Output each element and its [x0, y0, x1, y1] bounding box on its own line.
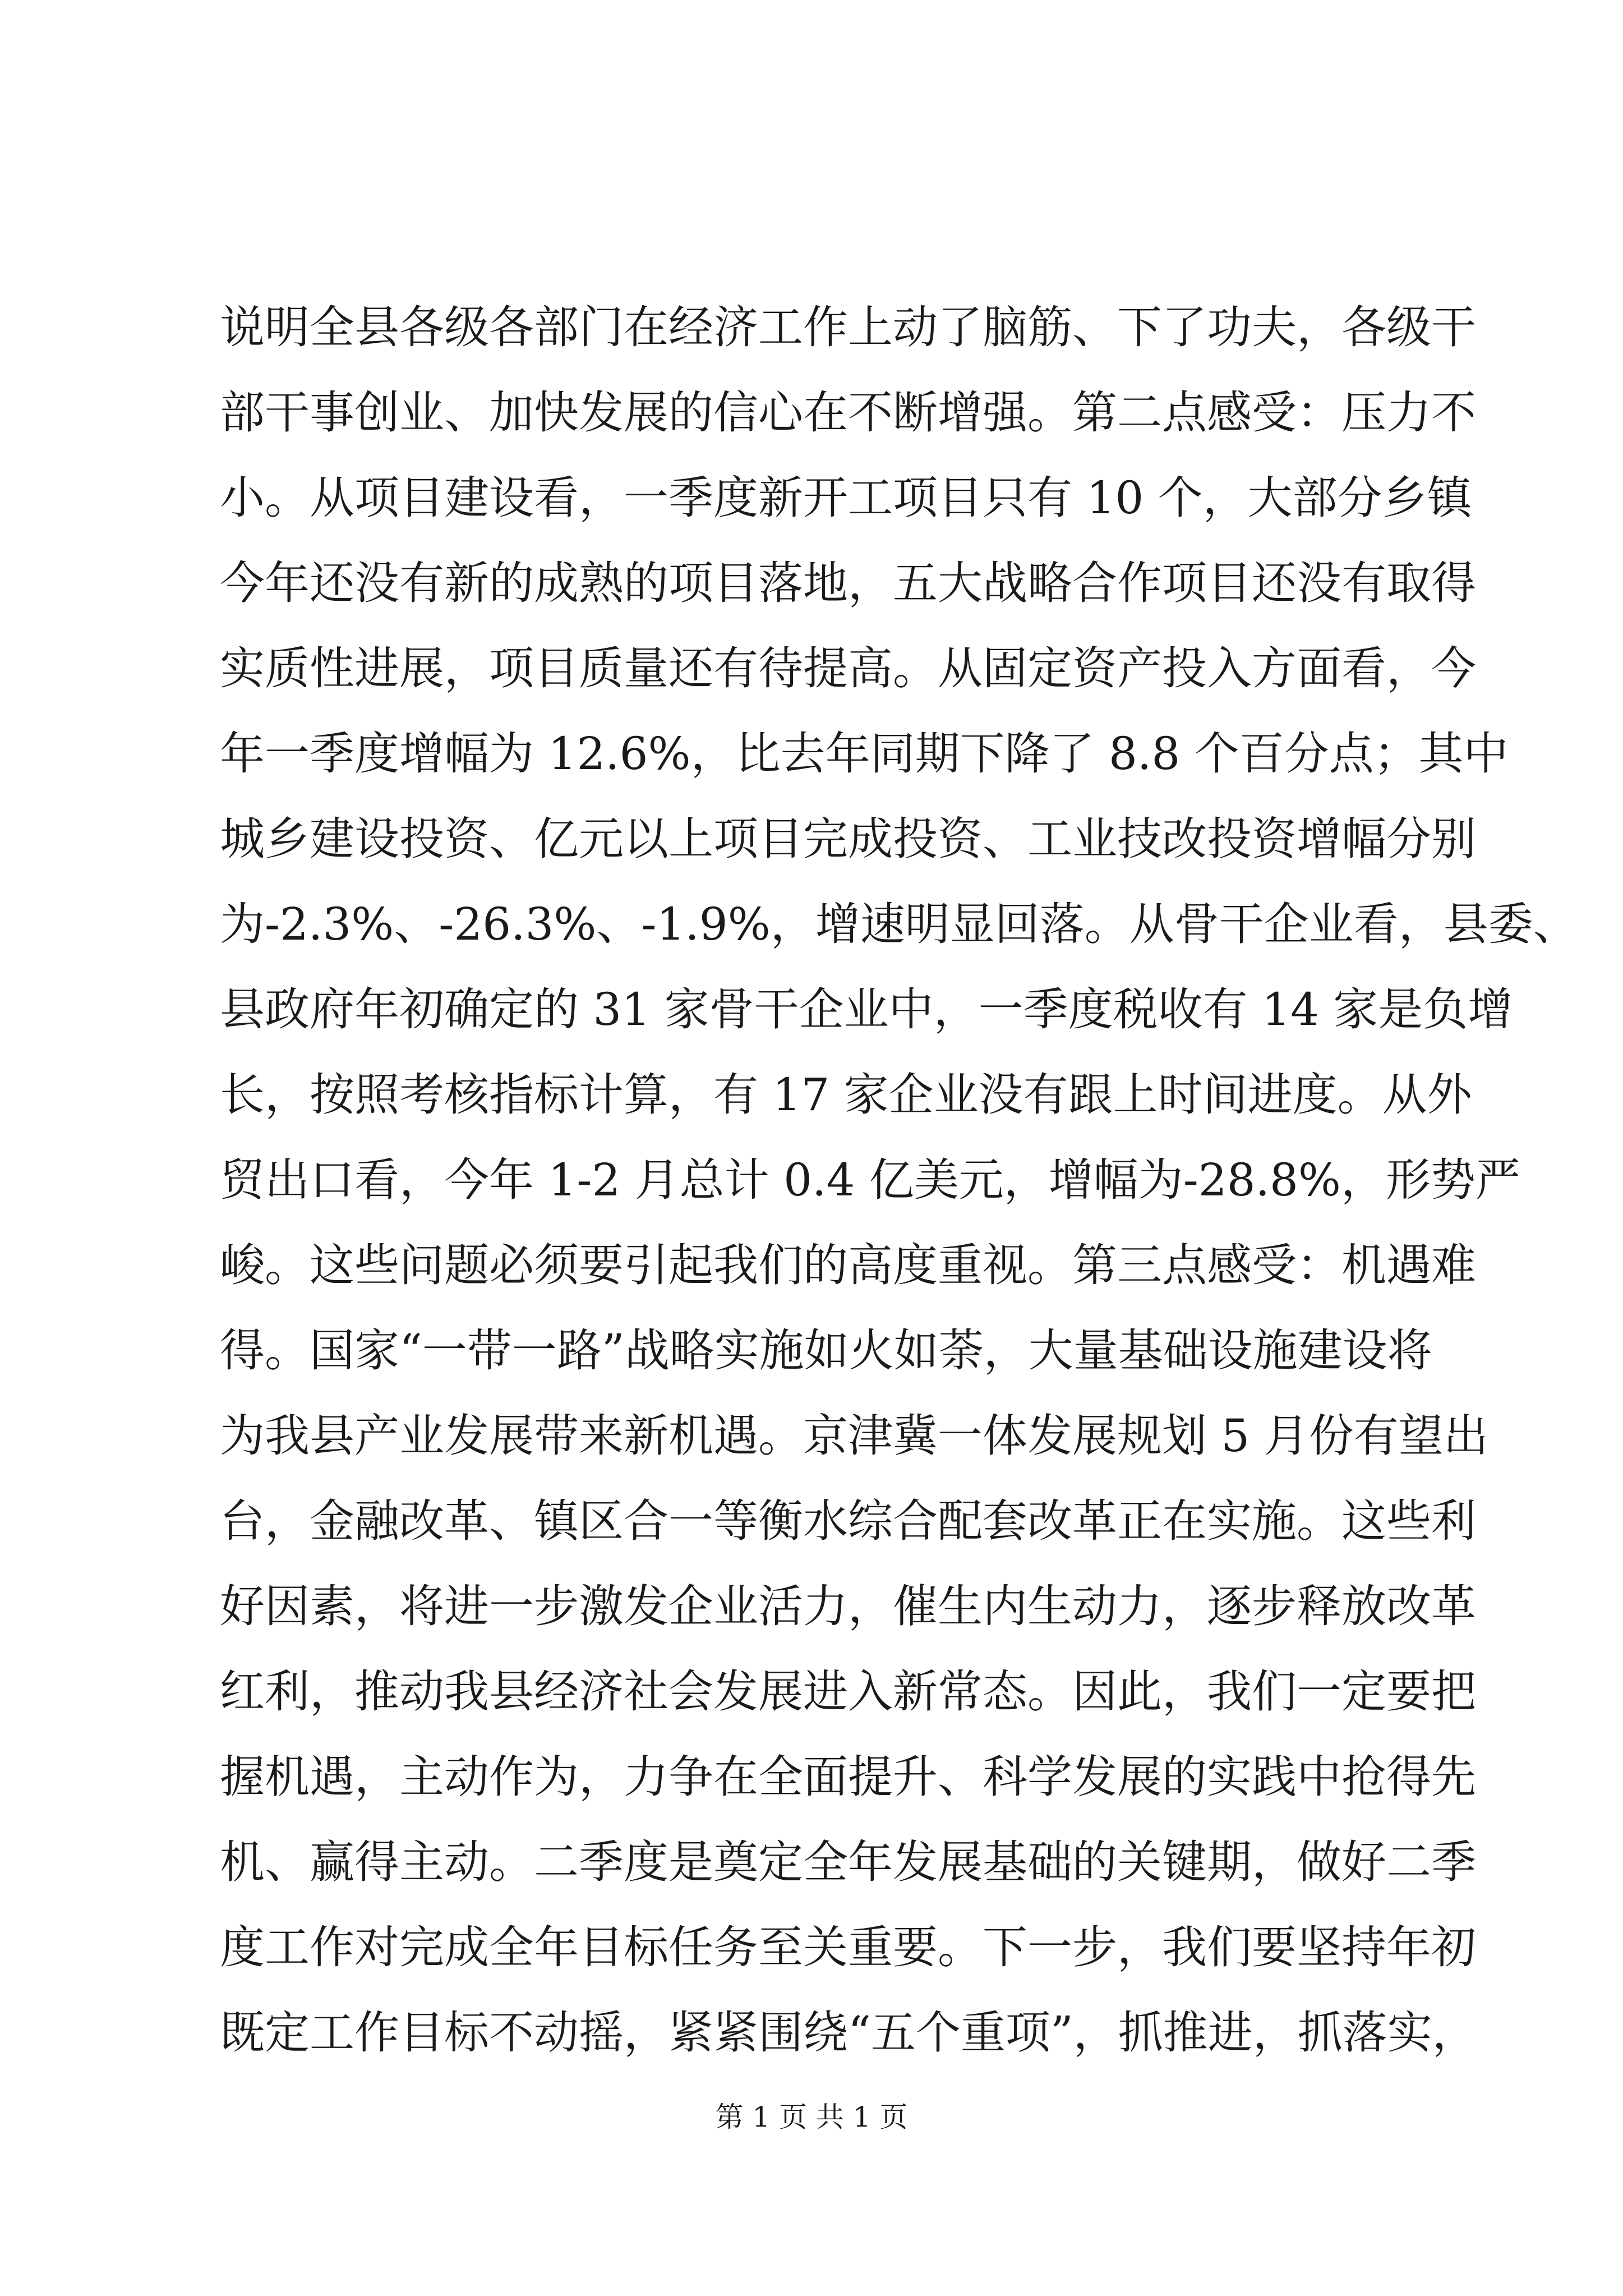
text-line: 部干事创业、加快发展的信心在不断增强。第二点感受：压力不	[220, 386, 1476, 439]
text-line: 为我县产业发展带来新机遇。京津冀一体发展规划 5 月份有望出	[220, 1410, 1488, 1462]
page-footer	[0, 2100, 1623, 2134]
text-line: 说明全县各级各部门在经济工作上动了脑筋、下了功夫，各级干	[220, 301, 1476, 353]
text-line: 台，金融改革、镇区合一等衡水综合配套改革正在实施。这些利	[220, 1495, 1476, 1547]
text-line: 握机遇，主动作为，力争在全面提升、科学发展的实践中抢得先	[220, 1751, 1476, 1803]
text-line: 好因素，将进一步激发企业活力，催生内生动力，逐步释放改革	[220, 1580, 1476, 1632]
body-text	[220, 285, 1578, 2076]
page-number: 第 1 页 共 1 页	[715, 2101, 908, 2133]
text-line: 机、赢得主动。二季度是奠定全年发展基础的关键期，做好二季	[220, 1836, 1476, 1888]
text-line: 今年还没有新的成熟的项目落地，五大战略合作项目还没有取得	[220, 557, 1476, 609]
text-line: 实质性进展，项目质量还有待提高。从固定资产投入方面看，今	[220, 642, 1476, 694]
text-line: 度工作对完成全年目标任务至关重要。下一步，我们要坚持年初	[220, 1921, 1476, 1973]
text-line: 既定工作目标不动摇，紧紧围绕“五个重项”，抓推进，抓落实，	[220, 2007, 1477, 2059]
text-line: 城乡建设投资、亿元以上项目完成投资、工业技改投资增幅分别	[220, 813, 1476, 865]
text-line: 县政府年初确定的 31 家骨干企业中，一季度税收有 14 家是负增	[220, 983, 1513, 1036]
text-line: 贸出口看，今年 1-2 月总计 0.4 亿美元，增幅为-28.8%，形势严	[220, 1154, 1520, 1206]
text-line: 得。国家“一带一路”战略实施如火如荼，大量基础设施建设将	[220, 1324, 1432, 1377]
text-line: 年一季度增幅为 12.6%，比去年同期下降了 8.8 个百分点；其中	[220, 728, 1509, 780]
text-line: 峻。这些问题必须要引起我们的高度重视。第三点感受：机遇难	[220, 1239, 1476, 1291]
text-line: 小。从项目建设看，一季度新开工项目只有 10 个，大部分乡镇	[220, 472, 1472, 524]
text-line: 红利，推动我县经济社会发展进入新常态。因此，我们一定要把	[220, 1665, 1476, 1718]
text-line: 为-2.3%、-26.3%、-1.9%，增速明显回落。从骨干企业看，县委、	[220, 898, 1578, 950]
text-line: 长，按照考核指标计算，有 17 家企业没有跟上时间进度。从外	[220, 1069, 1472, 1121]
